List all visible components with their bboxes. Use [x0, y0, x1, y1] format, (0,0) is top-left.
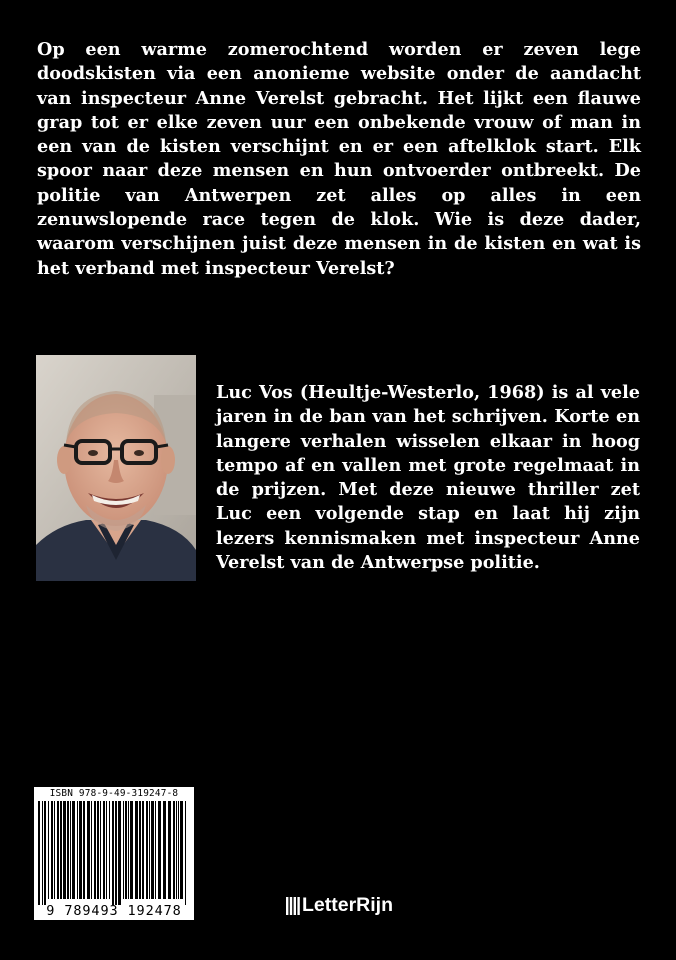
- isbn-barcode: [34, 787, 194, 920]
- ean-digits: 9 789493 192478: [46, 903, 182, 919]
- isbn-label: ISBN 978-9-49-319247-8: [49, 788, 179, 799]
- publisher-logo: [286, 894, 393, 917]
- barcode-bars-icon: [38, 801, 190, 905]
- author-photo: [36, 355, 196, 581]
- author-bio: Luc Vos (Heultje-Westerlo, 1968) is al vele jaren in de ban van het schrijven. Korte en langere verhalen wisselen elkaar in hoog tempo af en vallen met grote regelmaat in de prijzen. Met deze nieuwe thriller zet Luc een volgende stap en laat hij zijn lezers kennismaken met inspecteur Anne Verelst van de Antwerpse politie.: [216, 382, 640, 574]
- back-cover-blurb: Op een warme zomerochtend worden er zeven lege doodskisten via een anonieme website onder de aandacht van inspecteur Anne Verelst gebracht. Het lijkt een flauwe grap tot er elke zeven uur een onbekende vrouw of man in een van de kisten verschijnt en er een aftelklok start. Elk spoor naar deze mensen en hun ontvoerder ontbreekt. De politie van Antwerpen zet alles op alles in een zenuwslopende race tegen de klok. Wie is deze dader, waarom verschijnen juist deze mensen in de kisten en wat is het verband met inspecteur Verelst?: [37, 39, 641, 279]
- letterrijn-logo-icon: [286, 897, 300, 915]
- author-portrait-icon: [36, 355, 196, 581]
- publisher-name: LetterRijn: [302, 894, 394, 916]
